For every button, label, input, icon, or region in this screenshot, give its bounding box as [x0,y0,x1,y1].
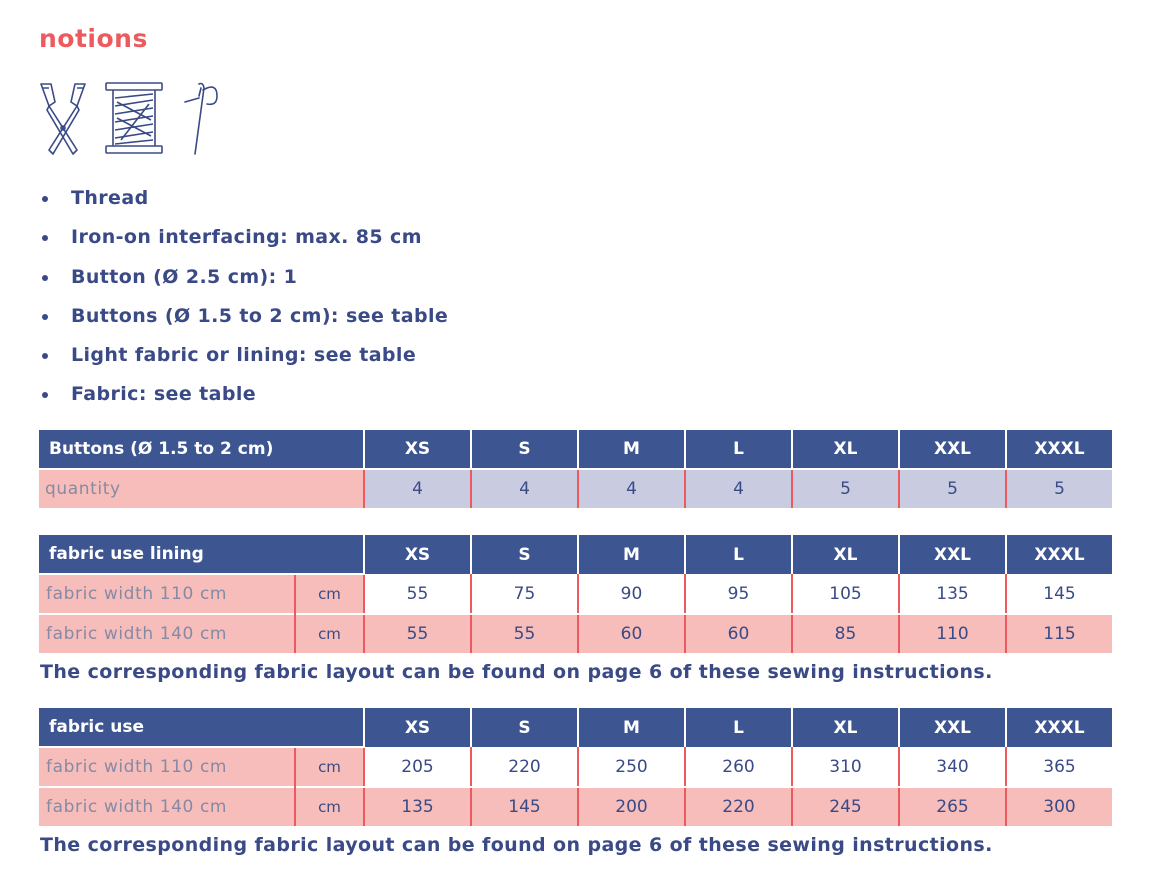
bullet-dot [42,235,48,241]
unit-cell: cm [295,747,364,787]
unit-cell: cm [295,614,364,653]
table-row [39,747,1112,787]
table-row [39,787,1112,826]
table-cell: 60 [578,614,685,653]
fabric-layout-note: The corresponding fabric layout can be found on page 6 of these sewing instructions. [40,661,993,683]
table-cell: 205 [364,747,471,787]
table-cell: 365 [1006,747,1112,787]
table-cell: 145 [471,787,578,826]
notions-icons [37,80,227,160]
table-row [39,469,1112,508]
bullet-dot [42,353,48,359]
size-header: L [685,708,792,747]
lining-table [39,535,1112,653]
unit-cell: cm [295,787,364,826]
table-cell: 220 [685,787,792,826]
row-label: quantity [39,469,364,508]
row-label: fabric width 110 cm [39,747,295,787]
scissors-icon [37,80,89,158]
list-item [40,302,448,341]
size-header: XL [792,535,899,574]
table-cell: 340 [899,747,1006,787]
size-header: S [471,430,578,469]
table-cell: 55 [471,614,578,653]
size-header: XS [364,430,471,469]
needle-icon [181,80,221,158]
row-label: fabric width 140 cm [39,614,295,653]
table-cell: 135 [899,574,1006,614]
notions-list [40,184,448,420]
list-item-text: Light fabric or lining: see table [71,344,417,367]
list-item-text: Fabric: see table [71,383,257,406]
size-header: XL [792,708,899,747]
size-header: L [685,430,792,469]
table-cell: 55 [364,614,471,653]
size-header: XXL [899,535,1006,574]
table-row [39,614,1112,653]
bullet-dot [42,275,48,281]
bullet-dot [42,314,48,320]
thread-spool-icon [103,80,165,158]
table-cell: 4 [471,469,578,508]
list-item [40,223,448,262]
size-header: XXXL [1006,535,1112,574]
list-item [40,263,448,302]
fabric-layout-note: The corresponding fabric layout can be found on page 6 of these sewing instructions. [40,834,993,856]
size-header: M [578,708,685,747]
size-header: XXXL [1006,430,1112,469]
size-header: M [578,430,685,469]
size-header: XXL [899,708,1006,747]
table-cell: 310 [792,747,899,787]
list-item-text: Button (Ø 2.5 cm): 1 [71,265,298,288]
table-cell: 220 [471,747,578,787]
list-item-text: Thread [71,187,149,209]
table-cell: 5 [1006,469,1112,508]
table-cell: 5 [792,469,899,508]
size-header: XS [364,535,471,574]
size-header: L [685,535,792,574]
table-cell: 85 [792,614,899,653]
size-header: XXXL [1006,708,1112,747]
bullet-dot [42,392,48,398]
table-header-label: Buttons (Ø 1.5 to 2 cm) [39,430,364,469]
row-label: fabric width 110 cm [39,574,295,614]
size-header: XXL [899,430,1006,469]
row-label: fabric width 140 cm [39,787,295,826]
table-cell: 145 [1006,574,1112,614]
table-cell: 95 [685,574,792,614]
table-header-label: fabric use lining [39,535,364,574]
unit-cell: cm [295,574,364,614]
list-item [40,184,448,223]
table-header-label: fabric use [39,708,364,747]
table-cell: 260 [685,747,792,787]
list-item-text: Buttons (Ø 1.5 to 2 cm): see table [71,304,449,327]
table-cell: 300 [1006,787,1112,826]
table-cell: 250 [578,747,685,787]
table-cell: 200 [578,787,685,826]
table-cell: 245 [792,787,899,826]
table-cell: 265 [899,787,1006,826]
table-cell: 115 [1006,614,1112,653]
table-cell: 55 [364,574,471,614]
size-header: M [578,535,685,574]
table-row [39,574,1112,614]
table-cell: 135 [364,787,471,826]
table-cell: 105 [792,574,899,614]
list-item [40,341,448,380]
table-cell: 110 [899,614,1006,653]
table-header-row [39,535,1112,574]
table-cell: 75 [471,574,578,614]
size-header: S [471,535,578,574]
table-cell: 5 [899,469,1006,508]
table-cell: 4 [578,469,685,508]
table-cell: 4 [364,469,471,508]
buttons-table [39,430,1112,508]
size-header: XS [364,708,471,747]
list-item [40,380,448,419]
size-header: S [471,708,578,747]
size-header: XL [792,430,899,469]
table-cell: 60 [685,614,792,653]
list-item-text: Iron-on interfacing: max. 85 cm [71,226,422,249]
table-cell: 90 [578,574,685,614]
bullet-dot [42,196,48,202]
table-cell: 4 [685,469,792,508]
table-header-row [39,430,1112,469]
fabric-table [39,708,1112,826]
page-title: notions [39,24,148,53]
table-header-row [39,708,1112,747]
